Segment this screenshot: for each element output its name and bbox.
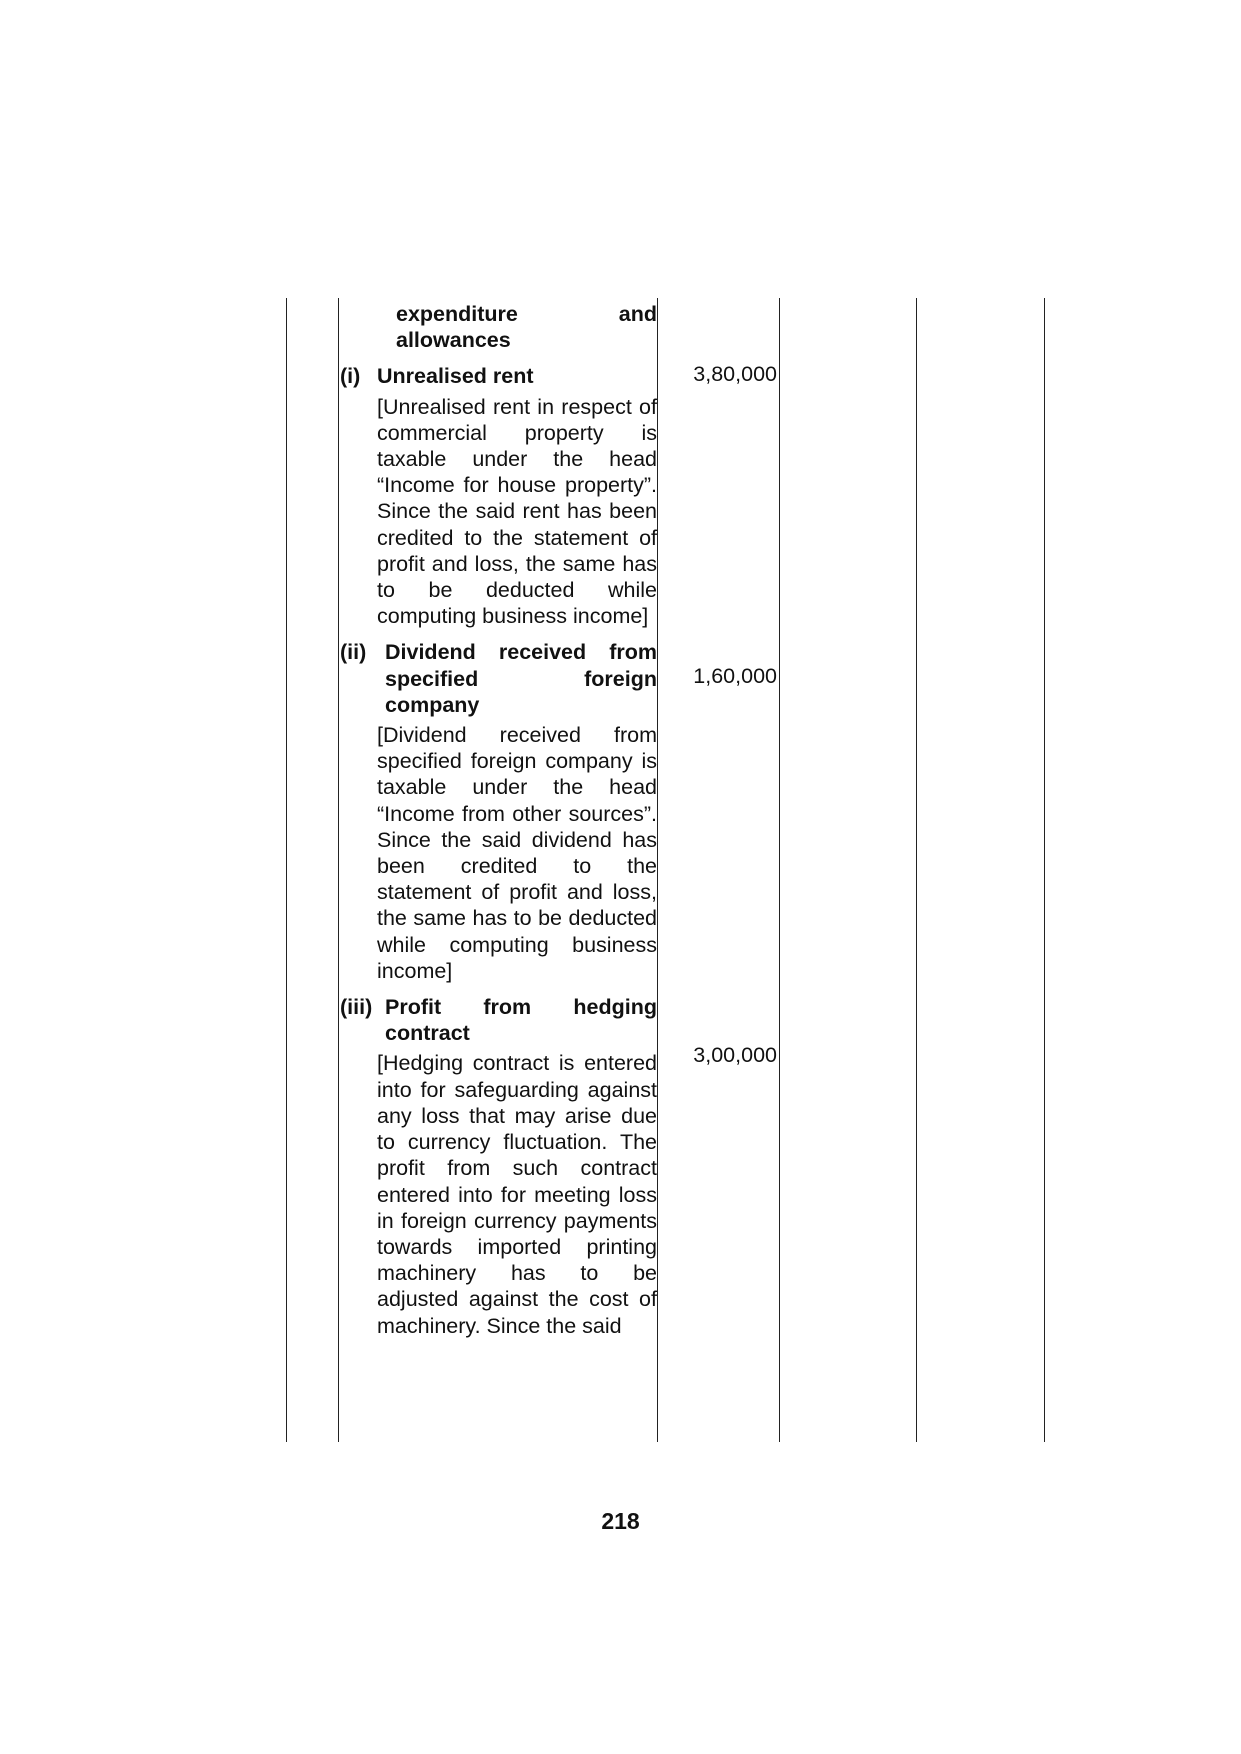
item-profit-hedging-contract xyxy=(340,994,657,1046)
amount-dividend: 1,60,000 xyxy=(693,664,777,688)
item-unrealised-rent xyxy=(340,363,657,629)
item-body xyxy=(377,363,657,629)
column-divider-amount-2 xyxy=(779,298,780,1442)
item-title: Unrealised rent xyxy=(377,364,534,389)
item-title: Dividend received from specified foreign company xyxy=(385,640,657,717)
section-heading: expenditure and allowances xyxy=(396,302,657,353)
item-dividend-foreign-company xyxy=(340,639,657,718)
column-divider-right xyxy=(1044,298,1045,1442)
item-note: [Unrealised rent in respect of commercial property is taxable under the head “Income for house property”. Since the said rent has been credited to the statement of profit and loss, the same has to be deducted while computing business income] xyxy=(377,394,657,629)
item-note: [Dividend received from specified foreign company is taxable under the head “Income from other sources”. Since the said dividend has been credited to the statement of profit and loss, the same has to be deducted while computing business income] xyxy=(377,723,657,983)
column-divider-amount-1 xyxy=(657,298,658,1442)
description-column xyxy=(340,298,657,1339)
item-body xyxy=(385,639,657,718)
column-divider-amount-3 xyxy=(916,298,917,1442)
page-number: 218 xyxy=(601,1508,640,1534)
item-title: Profit from hedging contract xyxy=(385,995,657,1046)
computation-table xyxy=(286,298,1052,1442)
item-label: (ii) xyxy=(340,640,367,665)
item-label: (iii) xyxy=(340,995,373,1020)
amount-hedging-profit: 3,00,000 xyxy=(693,1043,777,1067)
item-body xyxy=(385,994,657,1046)
item-note: [Hedging contract is entered into for safeguarding against any loss that may arise due to currency fluctuation. The profit from such contract entered into for meeting loss in foreign currency payments towards imported printing machinery has to be adjusted against the cost of machinery. Since the said xyxy=(377,1051,657,1338)
column-divider-left xyxy=(286,298,287,1442)
amount-unrealised-rent: 3,80,000 xyxy=(693,362,777,386)
item-label: (i) xyxy=(340,364,361,389)
column-divider-description xyxy=(338,298,339,1442)
